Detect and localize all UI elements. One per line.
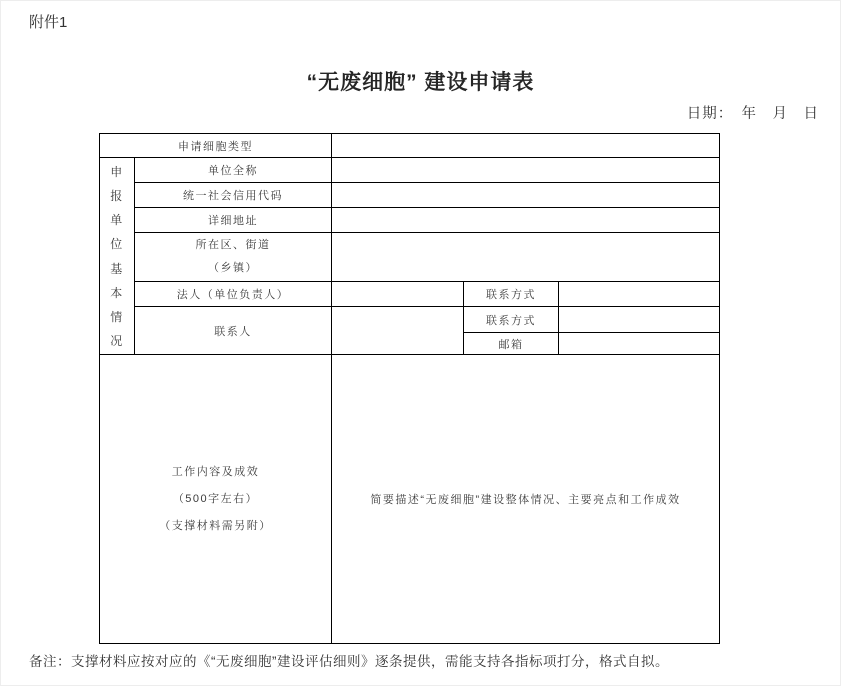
- work-content-label-line2: （500字左右）: [172, 492, 259, 505]
- table-row: [100, 134, 720, 158]
- district-value[interactable]: [332, 233, 720, 282]
- table-row: [100, 183, 720, 208]
- work-content-label: [100, 355, 332, 644]
- legal-contact-value[interactable]: [559, 282, 720, 307]
- vertical-char: 本: [110, 285, 124, 300]
- address-value[interactable]: [332, 208, 720, 233]
- page-title: “无废细胞” 建设申请表: [306, 71, 535, 94]
- contact-person-label: 联系人: [135, 307, 332, 355]
- cell-type-label: 申请细胞类型: [100, 134, 332, 158]
- contact-method-value[interactable]: [559, 307, 720, 333]
- email-value[interactable]: [559, 333, 720, 355]
- credit-code-label: 统一社会信用代码: [135, 183, 332, 208]
- table-row: [100, 355, 720, 644]
- credit-code-value[interactable]: [332, 183, 720, 208]
- district-label-line1: 所在区、街道: [195, 239, 271, 251]
- contact-method-label: 联系方式: [464, 307, 559, 333]
- legal-contact-label: 联系方式: [464, 282, 559, 307]
- table-row: [100, 233, 720, 282]
- table-row: [100, 158, 720, 183]
- unit-name-value[interactable]: [332, 158, 720, 183]
- attachment-label: 附件1: [29, 14, 68, 31]
- email-label: 邮箱: [464, 333, 559, 355]
- applicant-section-vertical-label: [100, 158, 135, 355]
- address-label: 详细地址: [135, 208, 332, 233]
- contact-person-value[interactable]: [332, 307, 464, 355]
- footnote: 备注：支撑材料应按对应的《“无废细胞”建设评估细则》逐条提供，需能支持各指标项打分，格式自拟。: [29, 654, 669, 669]
- table-row: [100, 208, 720, 233]
- work-content-value[interactable]: 简要描述“无废细胞”建设整体情况、主要亮点和工作成效: [332, 355, 720, 644]
- vertical-char: 基: [110, 261, 124, 276]
- district-label: [135, 233, 332, 282]
- district-label-line2: （乡镇）: [208, 262, 258, 274]
- unit-name-label: 单位全称: [135, 158, 332, 183]
- vertical-char: 单: [110, 213, 124, 228]
- cell-type-value[interactable]: [332, 134, 720, 158]
- table-row: [100, 282, 720, 307]
- work-content-label-line1: 工作内容及成效: [171, 465, 260, 478]
- work-content-label-line3: （支撑材料需另附）: [159, 519, 272, 532]
- table-row: [100, 307, 720, 333]
- date-line: 日期： 年 月 日: [686, 106, 819, 122]
- vertical-char: 情: [110, 309, 124, 324]
- legal-person-label: 法人（单位负责人）: [135, 282, 332, 307]
- legal-person-value[interactable]: [332, 282, 464, 307]
- vertical-char: 位: [110, 237, 124, 252]
- vertical-char: 况: [110, 333, 124, 348]
- vertical-char: 报: [110, 189, 124, 204]
- application-form-table: [99, 133, 720, 644]
- vertical-char: 申: [110, 165, 124, 179]
